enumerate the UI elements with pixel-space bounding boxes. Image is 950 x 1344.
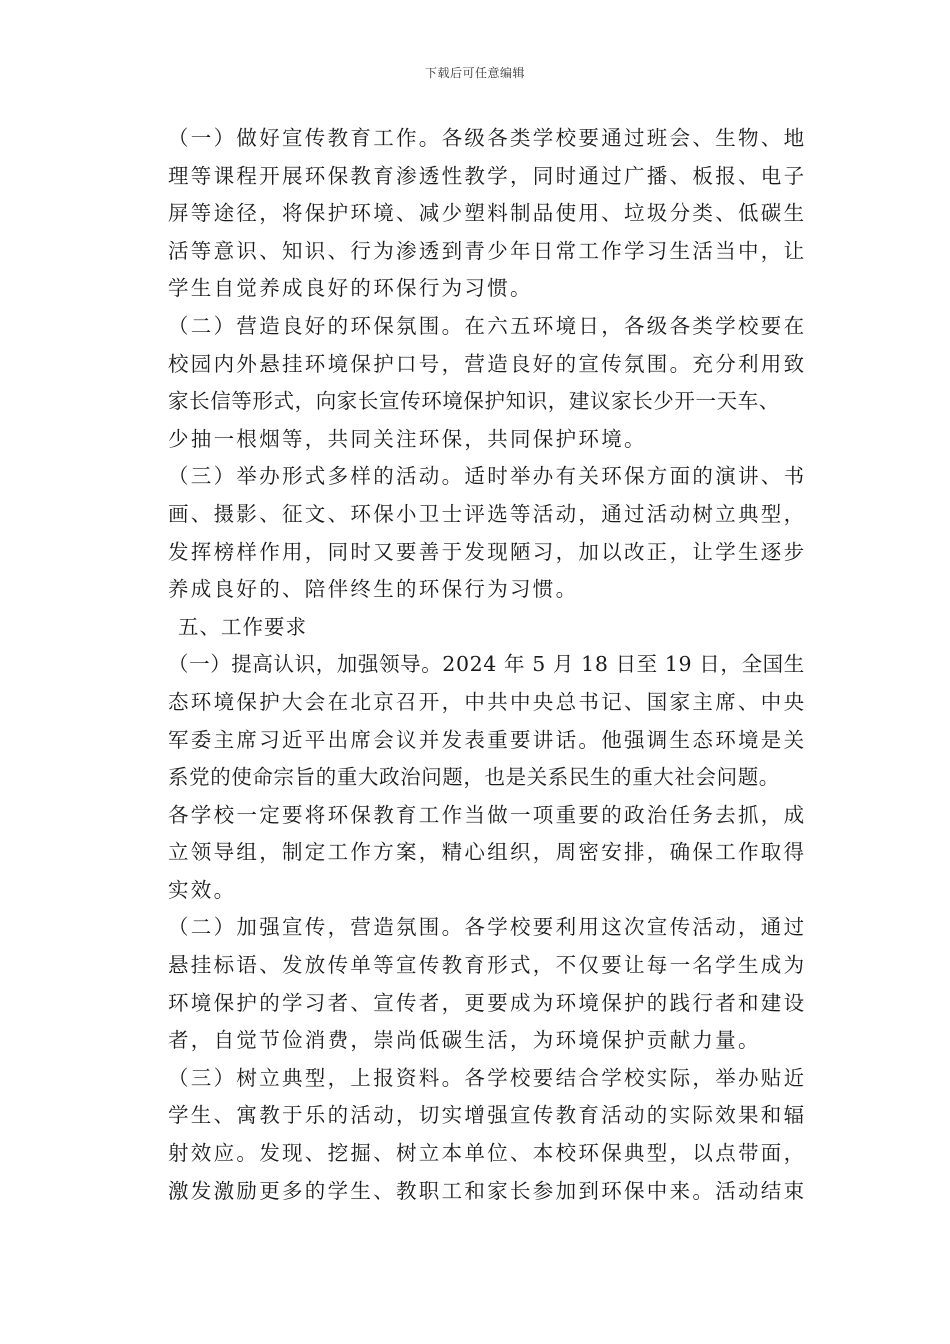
- section-heading: 五、工作要求: [178, 614, 307, 639]
- text-line: 养成良好的、陪伴终生的环保行为习惯。: [168, 577, 579, 602]
- text-line: 射效应。发现、挖掘、树立本单位、本校环保典型，以点带面，: [168, 1141, 807, 1166]
- text-line: 少抽一根烟等，共同关注环保，共同保护环境。: [168, 426, 647, 451]
- page-header-note: 下载后可任意编辑: [424, 66, 525, 80]
- text-line: 家长信等形式，向家长宣传环境保护知识，建议家长少开一天车、: [168, 389, 780, 414]
- text-line: 悬挂标语、发放传单等宣传教育形式，不仅要让每一名学生成为: [168, 953, 807, 978]
- text-line: 态环境保护大会在北京召开，中共中央总书记、国家主席、中央: [168, 689, 807, 714]
- text-line: 系党的使命宗旨的重大政治问题，也是关系民生的重大社会问题。: [168, 765, 780, 790]
- text-line: （一）提高认识，加强领导。2024 年 5 月 18 日至 19 日，全国生: [168, 652, 805, 677]
- text-line: 屏等途径，将保护环境、减少塑料制品使用、垃圾分类、低碳生: [168, 201, 807, 226]
- text-line: 学生自觉养成良好的环保行为习惯。: [168, 276, 533, 301]
- text-line: 发挥榜样作用，同时又要善于发现陋习，加以改正，让学生逐步: [168, 539, 807, 564]
- text-line: 学生、寓教于乐的活动，切实增强宣传教育活动的实际效果和辐: [168, 1103, 807, 1128]
- text-line: 者，自觉节俭消费，崇尚低碳生活，为环境保护贡献力量。: [168, 1028, 761, 1053]
- document-body: [168, 120, 808, 1210]
- text-line: 激发激励更多的学生、教职工和家长参加到环保中来。活动结束: [168, 1178, 807, 1203]
- text-line: 理等课程开展环保教育渗透性教学，同时通过广播、板报、电子: [168, 163, 807, 188]
- text-line: 校园内外悬挂环境保护口号，营造良好的宣传氛围。充分利用致: [168, 351, 807, 376]
- text-line: 画、摄影、征文、环保小卫士评选等活动，通过活动树立典型，: [168, 501, 807, 526]
- text-line: 活等意识、知识、行为渗透到青少年日常工作学习生活当中，让: [168, 238, 807, 263]
- text-line: （三）树立典型，上报资料。各学校要结合学校实际，举办贴近: [168, 1065, 807, 1090]
- text-line: 环境保护的学习者、宣传者，更要成为环境保护的践行者和建设: [168, 990, 807, 1015]
- text-line: （一）做好宣传教育工作。各级各类学校要通过班会、生物、地: [168, 126, 807, 150]
- text-line: 实效。: [168, 877, 237, 902]
- text-line: （二）加强宣传，营造氛围。各学校要利用这次宣传活动，通过: [168, 915, 807, 940]
- text-line: 各学校一定要将环保教育工作当做一项重要的政治任务去抓，成: [168, 802, 807, 827]
- text-line: 军委主席习近平出席会议并发表重要讲话。他强调生态环境是关: [168, 727, 807, 752]
- text-line: （二）营造良好的环保氛围。在六五环境日，各级各类学校要在: [168, 313, 807, 338]
- text-line: （三）举办形式多样的活动。适时举办有关环保方面的演讲、书: [168, 464, 807, 489]
- text-line: 立领导组，制定工作方案，精心组织，周密安排，确保工作取得: [168, 840, 807, 865]
